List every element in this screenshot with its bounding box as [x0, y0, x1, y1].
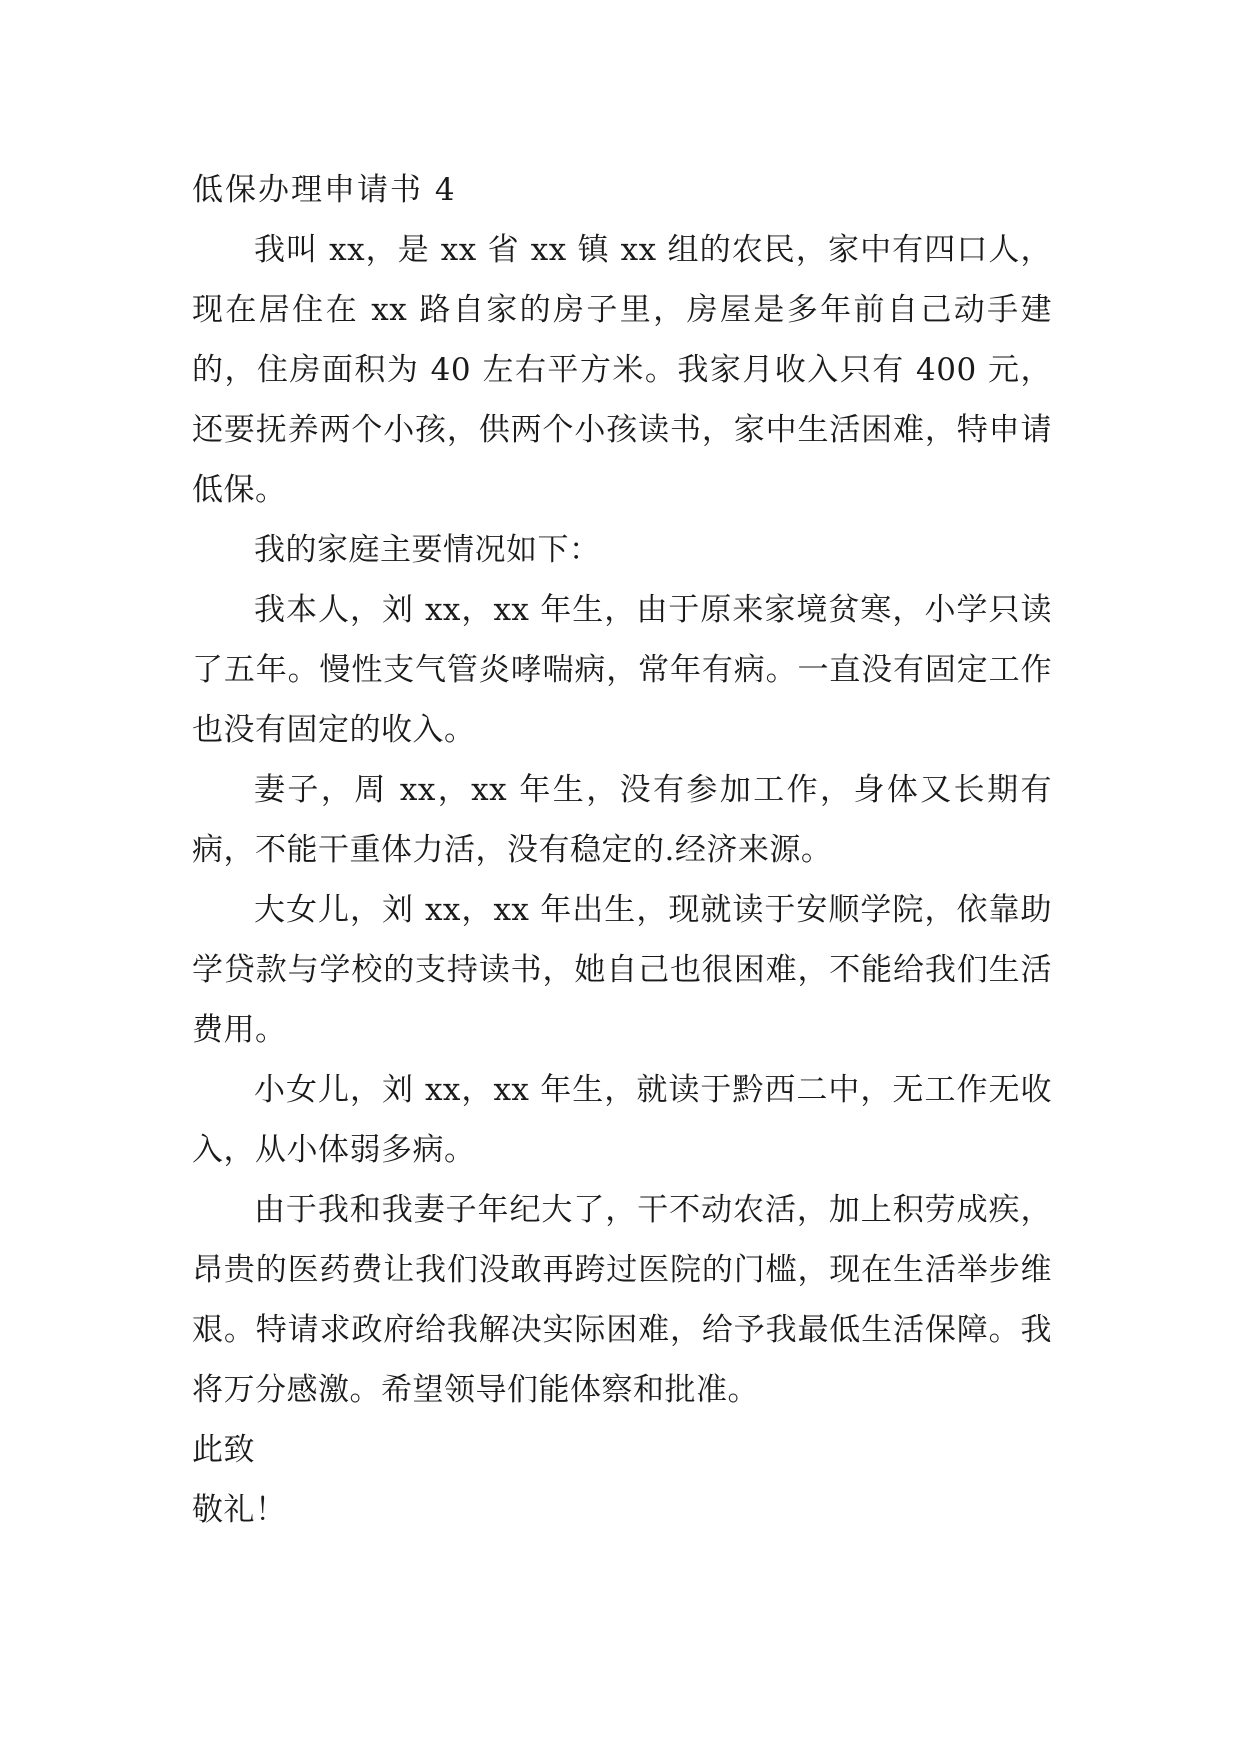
- document-body: [192, 160, 1052, 1540]
- paragraph-family-overview: 我的家庭主要情况如下：: [254, 532, 601, 568]
- paragraph-introduction: 我叫 xx，是 xx 省 xx 镇 xx 组的农民，家中有四口人，现在居住在 xx 路自家的房子里，房屋是多年前自己动手建的，住房面积为 40 左右平方米。我家月收入只有 400 元，还要抚养两个小孩，供两个小孩读书，家中生活困难，特申请低保。: [192, 232, 1052, 508]
- paragraph-request: 由于我和我妻子年纪大了，干不动农活，加上积劳成疾，昂贵的医药费让我们没敢再跨过医院的门槛，现在生活举步维艰。特请求政府给我解决实际困难，给予我最低生活保障。我将万分感激。希望领导们能体察和批准。: [192, 1192, 1052, 1408]
- document-title: 低保办理申请书 4: [192, 172, 457, 208]
- closing-line-1: 此致: [192, 1432, 255, 1468]
- paragraph-applicant: 我本人，刘 xx，xx 年生，由于原来家境贫寒，小学只读了五年。慢性支气管炎哮喘病，常年有病。一直没有固定工作也没有固定的收入。: [192, 592, 1052, 748]
- paragraph-wife: 妻子，周 xx，xx 年生，没有参加工作，身体又长期有病，不能干重体力活，没有稳定的.经济来源。: [192, 772, 1052, 868]
- paragraph-younger-daughter: 小女儿，刘 xx，xx 年生，就读于黔西二中，无工作无收入，从小体弱多病。: [192, 1072, 1052, 1168]
- closing-line-2: 敬礼！: [192, 1492, 287, 1528]
- paragraph-elder-daughter: 大女儿，刘 xx，xx 年出生，现就读于安顺学院，依靠助学贷款与学校的支持读书，她自己也很困难，不能给我们生活费用。: [192, 892, 1052, 1048]
